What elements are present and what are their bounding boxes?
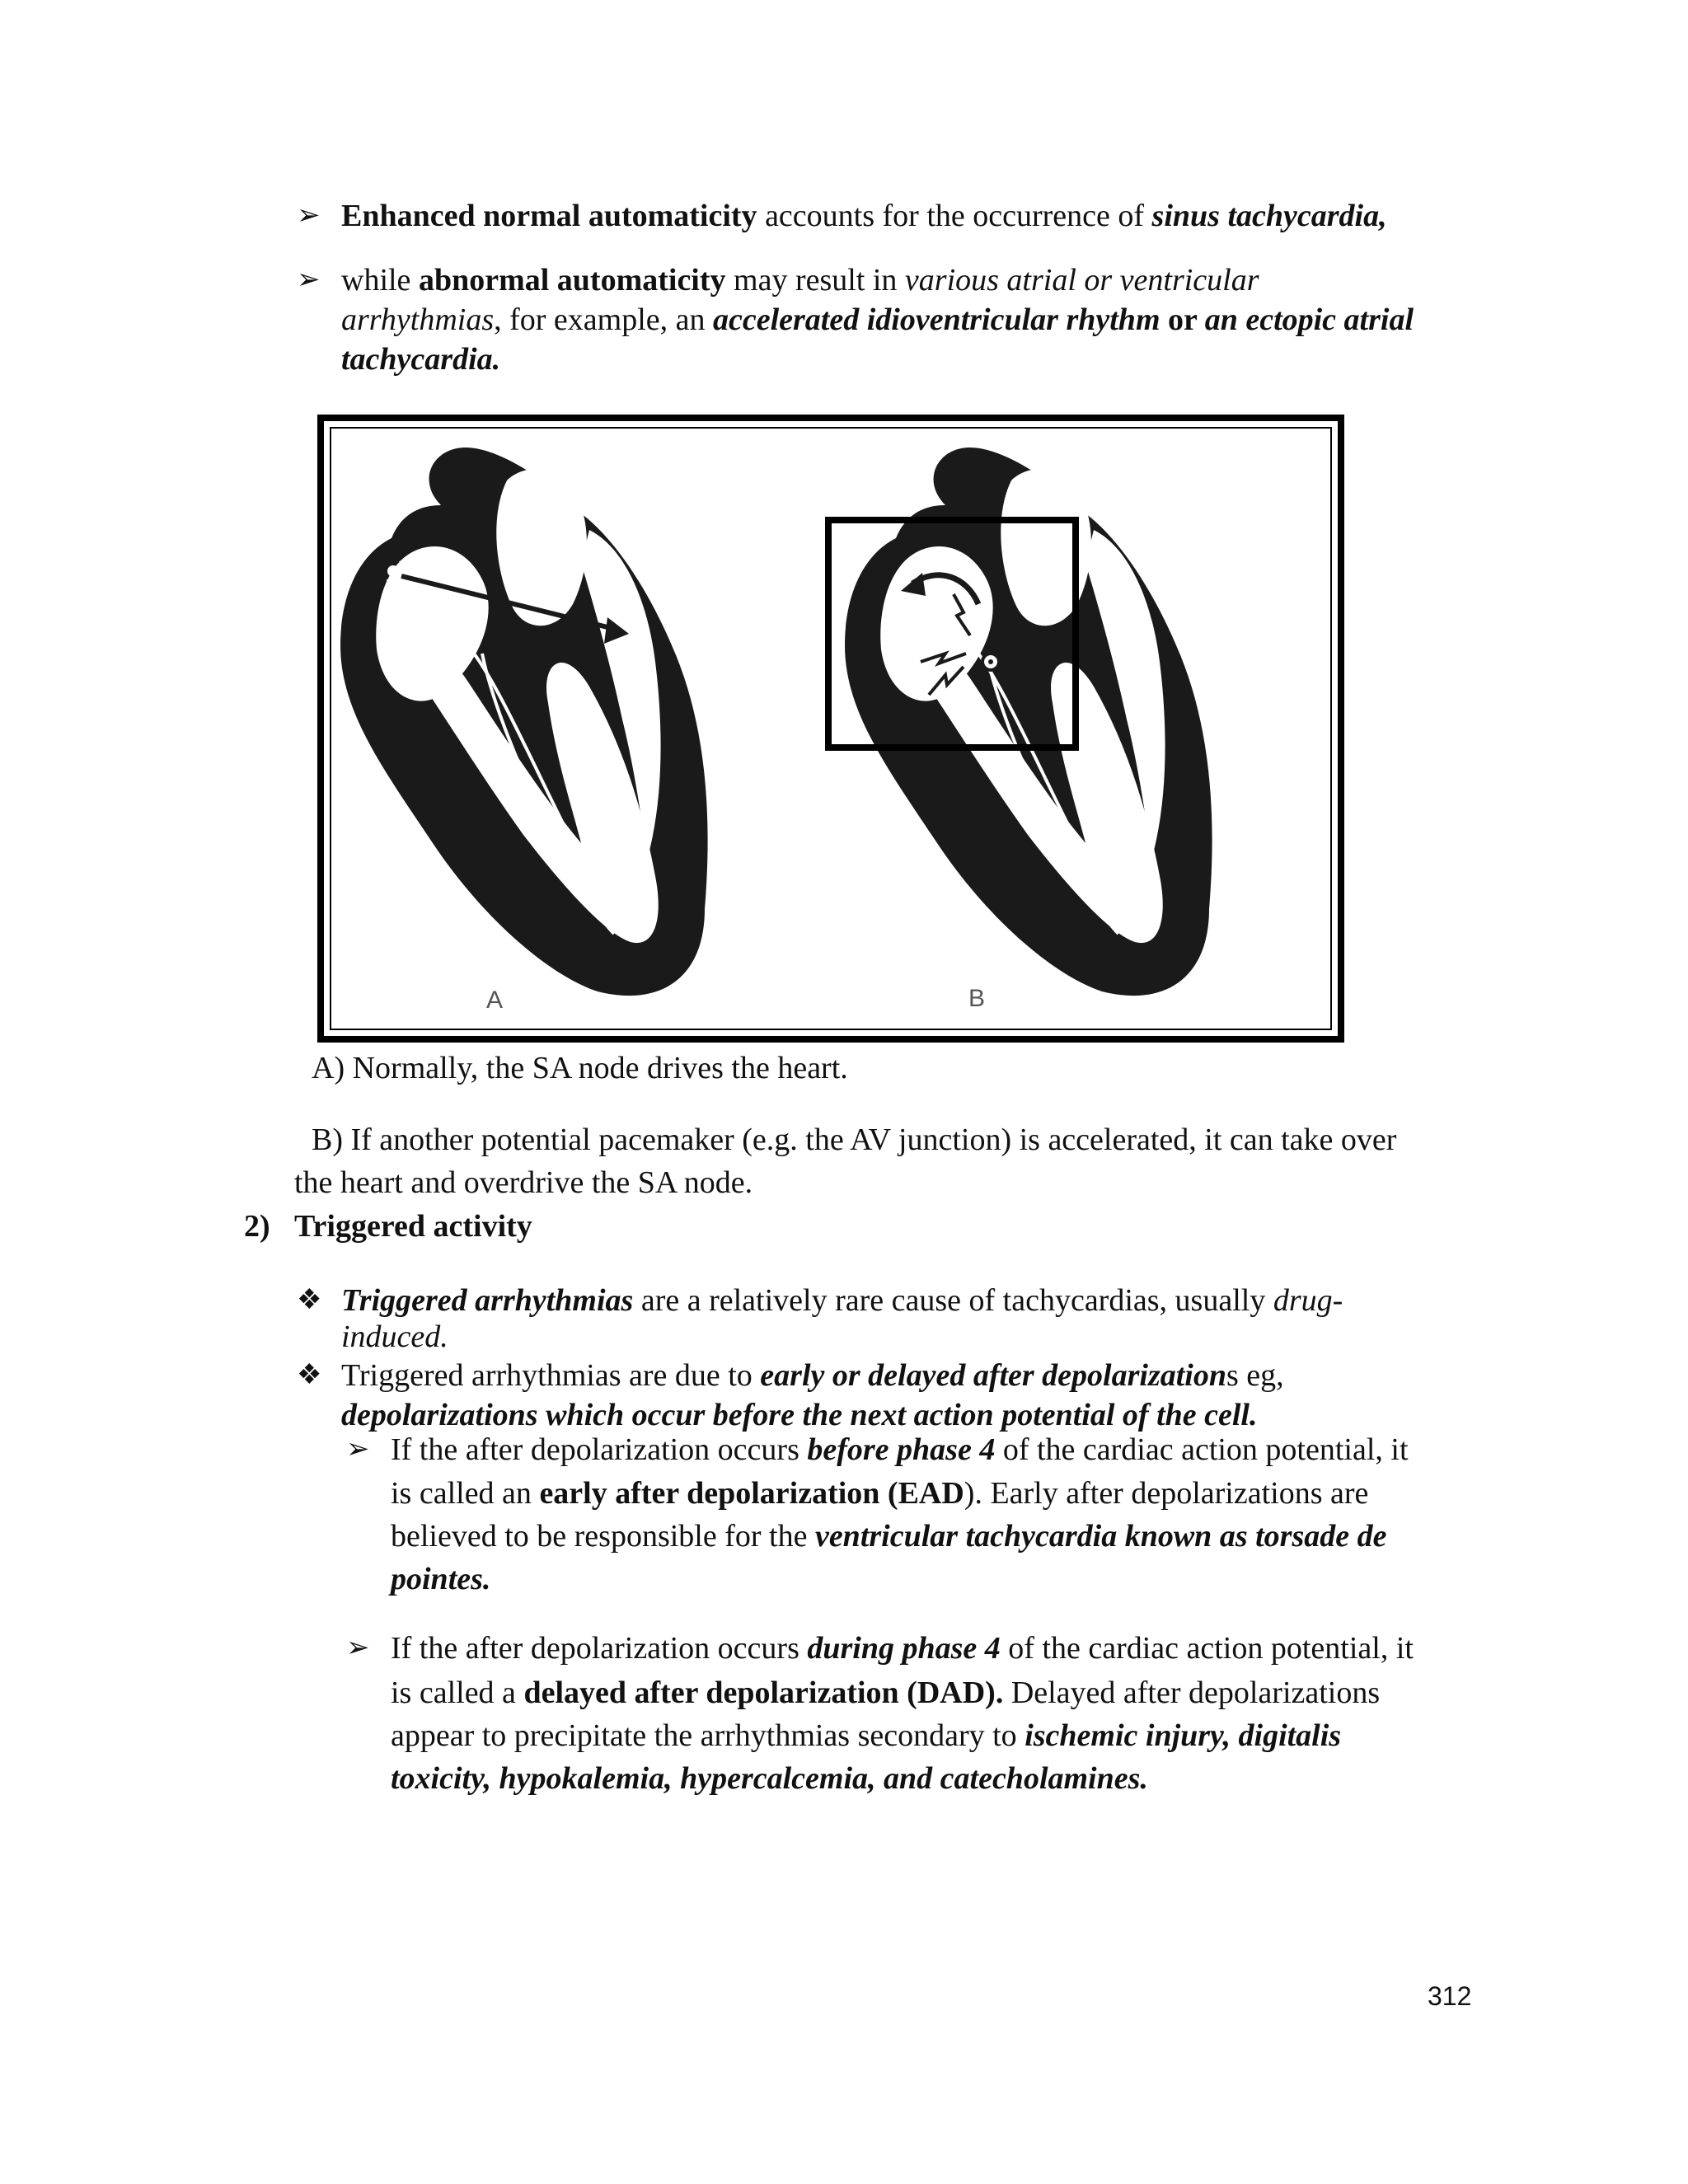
intro-bullet-2-line-3 — [341, 340, 500, 379]
term-before-phase-4: before phase 4 — [807, 1432, 996, 1467]
term-accelerated-idioventricular-rhythm: accelerated idioventricular rhythm — [713, 302, 1160, 337]
text: is called an — [391, 1476, 540, 1511]
text-bold: or — [1160, 302, 1205, 337]
page-number: 312 — [1428, 1981, 1472, 2011]
text: Triggered arrhythmias are due to — [341, 1358, 761, 1393]
term-abnormal-automaticity: abnormal automaticity — [418, 263, 726, 298]
text: may result in — [725, 263, 905, 298]
term-early-delayed-after-depolarization: early or delayed after depolarization — [760, 1358, 1226, 1393]
heart-diagram-svg — [317, 415, 1344, 1043]
caption-b-line-1: B) If another potential pacemaker (e.g. the AV junction) is accelerated, it can take over — [312, 1122, 1397, 1157]
heart-conduction-figure — [317, 415, 1344, 1043]
text: ). Early after depolarizations are — [964, 1476, 1369, 1511]
triggered-bullet-2-line-2: depolarizations which occur before the next action potential of the cell. — [341, 1398, 1258, 1432]
text: of the cardiac action potential, it — [1000, 1631, 1414, 1666]
text: If the after depolarization occurs — [391, 1432, 808, 1467]
term-sinus-tachycardia: sinus tachycardia, — [1151, 199, 1387, 233]
text: appear to precipitate the arrhythmias secondary to — [391, 1718, 1025, 1753]
term-dad: delayed after depolarization (DAD). — [523, 1675, 1004, 1710]
text-italic: various atrial or ventricular — [904, 263, 1259, 298]
dad-line-1 — [391, 1629, 1414, 1668]
term-enhanced-normal-automaticity: Enhanced normal automaticity — [341, 199, 757, 233]
intro-bullet-1-text: accounts for the occurrence of — [757, 199, 1152, 233]
ead-line-2 — [391, 1474, 1368, 1513]
diamond-bullet-icon: ❖ — [297, 1285, 322, 1315]
text-italic: arrhythmias — [341, 302, 495, 337]
caption-a: A) Normally, the SA node drives the heart. — [312, 1051, 848, 1085]
intro-bullet-2-line-1 — [341, 260, 1259, 300]
term-ectopic-atrial: an ectopic atrial — [1204, 302, 1414, 337]
text: while — [341, 263, 419, 298]
ead-line-4: pointes. — [391, 1562, 491, 1596]
term-triggered-arrhythmias: Triggered arrhythmias — [341, 1283, 634, 1318]
text: s eg, — [1226, 1358, 1284, 1393]
dad-line-4: toxicity, hypokalemia, hypercalcemia, and catecholamines. — [391, 1761, 1148, 1796]
intro-bullet-1 — [341, 196, 1387, 236]
caption-b-line-2: the heart and overdrive the SA node. — [294, 1165, 753, 1200]
text: is called a — [391, 1675, 524, 1710]
triggered-bullet-1-line-1 — [341, 1281, 1343, 1320]
text: believed to be responsible for the — [391, 1519, 815, 1554]
arrow-bullet-icon: ➢ — [346, 1434, 370, 1465]
diamond-bullet-icon: ❖ — [297, 1360, 322, 1390]
term-ead: early after depolarization (EAD — [539, 1476, 964, 1511]
section-number: 2) — [244, 1209, 270, 1244]
ead-line-3 — [391, 1516, 1386, 1556]
heart-b-label: B — [968, 985, 986, 1012]
text-italic: drug- — [1273, 1283, 1343, 1318]
term-torsade: ventricular tachycardia known as torsade de — [814, 1519, 1387, 1554]
term-during-phase-4: during phase 4 — [807, 1631, 1001, 1666]
arrow-bullet-icon: ➢ — [297, 200, 321, 231]
dad-line-2 — [391, 1673, 1380, 1713]
dad-line-3 — [391, 1716, 1341, 1755]
heart-a-label: A — [486, 987, 504, 1014]
term-tachycardia: tachycardia. — [341, 342, 501, 377]
text: , for example, an — [494, 302, 713, 337]
term-ischemic-injury: ischemic injury, digitalis — [1025, 1718, 1342, 1753]
triggered-bullet-1-line-2: induced. — [341, 1319, 448, 1354]
text: of the cardiac action potential, it — [995, 1432, 1409, 1467]
text: are a relatively rare cause of tachycardias, usually — [633, 1283, 1273, 1318]
text: If the after depolarization occurs — [391, 1631, 808, 1666]
text: Delayed after depolarizations — [1003, 1675, 1381, 1710]
arrow-bullet-icon: ➢ — [297, 265, 321, 295]
section-title: Triggered activity — [294, 1209, 532, 1244]
triggered-bullet-2-line-1 — [341, 1356, 1284, 1395]
arrow-bullet-icon: ➢ — [346, 1633, 370, 1663]
ead-line-1 — [391, 1430, 1409, 1469]
intro-bullet-2-line-2 — [341, 300, 1414, 340]
